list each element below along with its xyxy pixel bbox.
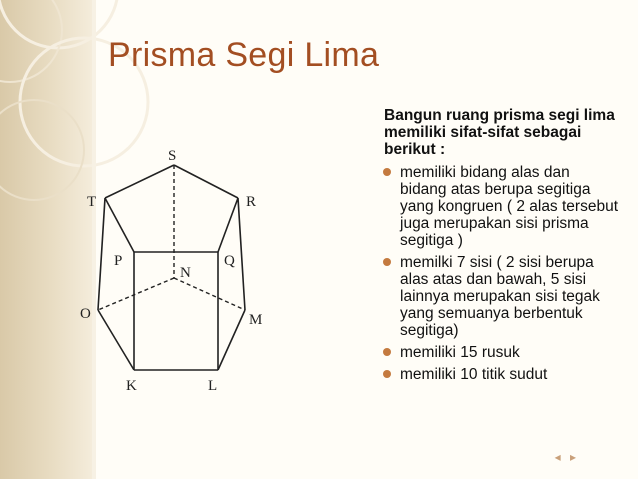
vertex-label-N: N — [180, 265, 191, 281]
vertex-label-P: P — [114, 253, 123, 269]
edge-S-T — [105, 165, 174, 198]
vertex-label-O: O — [80, 306, 91, 322]
edge-R-M — [238, 198, 245, 310]
slide-pager — [549, 450, 576, 464]
bullet-icon — [383, 370, 391, 378]
edge-S-R — [174, 165, 238, 198]
intro-text: Bangun ruang prisma segi lima memiliki sifat-sifat sebagai berikut : — [384, 107, 615, 158]
list-item-text: memiliki 15 rusuk — [400, 344, 520, 361]
edge-T-P — [105, 198, 134, 252]
bullet-icon — [383, 258, 391, 266]
list-item — [380, 164, 620, 249]
vertex-label-R: R — [246, 194, 257, 210]
vertex-label-L: L — [208, 378, 218, 394]
bullet-icon — [383, 168, 391, 176]
next-slide-icon[interactable]: ▸ — [569, 450, 576, 464]
prev-slide-icon[interactable]: ◂ — [554, 450, 561, 464]
vertex-label-T: T — [87, 194, 97, 210]
pentagonal-prism-figure — [78, 138, 378, 408]
hidden-edge-N-M — [174, 278, 245, 310]
vertex-label-M: M — [249, 312, 263, 328]
list-item-text: memiliki bidang alas dan bidang atas berupa segitiga yang kongruen ( 2 alas tersebut juga merupakan sisi prisma segitiga ) — [400, 164, 618, 249]
vertex-label-S: S — [168, 148, 177, 164]
slide-title: Prisma Segi Lima — [108, 36, 380, 74]
edge-O-K — [98, 310, 134, 370]
edge-T-O — [98, 198, 105, 310]
list-item-text: memiliki 10 titik sudut — [400, 366, 548, 383]
edge-L-M — [218, 310, 245, 370]
property-list — [380, 164, 620, 388]
bullet-icon — [383, 348, 391, 356]
list-item — [380, 254, 620, 339]
hidden-edge-N-O — [98, 278, 174, 310]
list-item — [380, 344, 620, 361]
vertex-label-Q: Q — [224, 253, 235, 269]
list-item — [380, 366, 620, 383]
vertex-label-K: K — [126, 378, 137, 394]
edge-R-Q — [218, 198, 238, 252]
list-item-text: memilki 7 sisi ( 2 sisi berupa alas atas dan bawah, 5 sisi lainnya merupakan sisi tegak yang semuanya berbentuk segitiga) — [400, 254, 600, 339]
